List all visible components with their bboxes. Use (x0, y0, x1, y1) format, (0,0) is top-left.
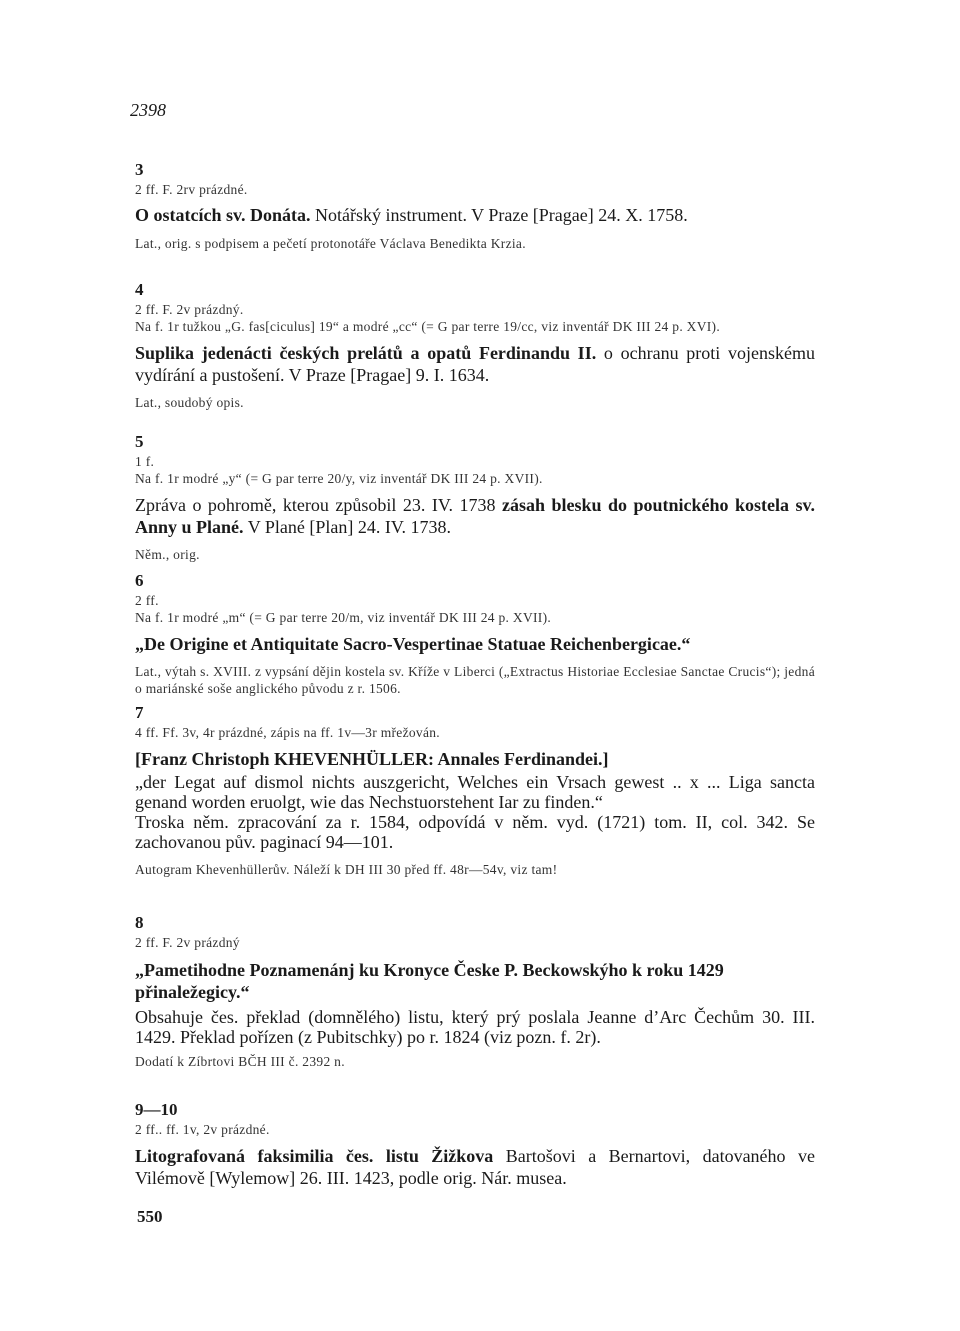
entry-folio-note: Na f. 1r modré „m“ (= G par terre 20/m, viz inventář DK III 24 p. XVII). (135, 610, 552, 625)
entry-title-bold: [Franz Christoph KHEVENHÜLLER: Annales Ferdinandei.] (135, 749, 609, 769)
entry-folio-note: Na f. 1r modré „y“ (= G par terre 20/y, viz inventář DK III 24 p. XVII). (135, 471, 543, 486)
entry-note: Lat., orig. s podpisem a pečetí protonotáře Václava Benedikta Krzia. (135, 236, 526, 251)
entry-quote: „der Legat auf dismol nichts auszgericht, Welches ein Vrsach gewest .. x ... Liga sancta genand worden eruolgt, wie das Nechstuorstehent Iar zu finden.“ (135, 772, 815, 812)
entry-title-bold: zásah blesku do poutnického kostela sv. Anny u Plané. (135, 495, 815, 537)
entry-title (135, 494, 815, 538)
entry-folio: 2 ff.. ff. 1v, 2v prázdné. (135, 1122, 270, 1137)
entry-number: 6 (135, 571, 144, 590)
entry-number: 4 (135, 280, 144, 299)
entry-title-pre: Zpráva o pohromě, kterou způsobil 23. IV. 1738 (135, 495, 502, 515)
entry-title (135, 748, 815, 770)
entry-title-rest: Notářský instrument. V Praze [Pragae] 24. X. 1758. (310, 205, 688, 225)
entry-number: 8 (135, 913, 144, 932)
entry-number: 5 (135, 432, 144, 451)
entry-3 (135, 160, 815, 252)
entry-9-10 (135, 1100, 815, 1189)
entry-title (135, 633, 815, 655)
entry-title-rest: o ochranu proti vojenskému vydírání a pustošení. V Praze [Pragae] 9. I. 1634. (135, 343, 815, 385)
entry-folio: 1 f. (135, 454, 155, 469)
entry-folio: 2 ff. F. 2rv prázdné. (135, 182, 248, 197)
entry-title (135, 959, 815, 1003)
entry-body: Obsahuje čes. překlad (domnělého) listu, který prý poslala Jeanne d’Arc Čechům 30. III. 1429. Překlad pořízen (z Pubitschky) po r. 1824 (viz pozn. f. 2r). (135, 1007, 815, 1047)
entry-title (135, 1145, 815, 1189)
entry-8 (135, 913, 815, 1070)
page-footer-number: 550 (137, 1207, 163, 1226)
entry-4 (135, 280, 815, 411)
entry-title (135, 204, 815, 226)
entry-title (135, 342, 815, 386)
entry-note: Lat., výtah s. XVIII. z vypsání dějin kostela sv. Kříže v Liberci („Extractus Historiae Ecclesiae Sanctae Crucis“); jedná o mariánské soše anglického původu z r. 1506. (135, 664, 815, 696)
entry-note: Něm., orig. (135, 547, 200, 562)
entry-title-bold: „De Origine et Antiquitate Sacro-Vespertinae Statuae Reichenbergicae.“ (135, 634, 691, 654)
entry-number: 3 (135, 160, 144, 179)
entry-5 (135, 432, 815, 563)
entry-title-bold: „Pametihodne Poznamenánj ku Kronyce Česke P. Beckowskýho k roku 1429 přinaležegicy.“ (135, 960, 724, 1002)
entry-folio: 4 ff. Ff. 3v, 4r prázdné, zápis na ff. 1v—3r mřežován. (135, 725, 440, 740)
entry-note: Dodatí k Zíbrtovi BČH III č. 2392 n. (135, 1054, 345, 1069)
entry-title-bold: Suplika jedenácti českých prelátů a opatů Ferdinandu II. (135, 343, 597, 363)
entry-7 (135, 703, 815, 878)
entry-6 (135, 571, 815, 697)
entry-number: 9—10 (135, 1100, 178, 1119)
entry-folio: 2 ff. F. 2v prázdný (135, 935, 240, 950)
entry-title-rest: V Plané [Plan] 24. IV. 1738. (243, 517, 452, 537)
entry-folio: 2 ff. F. 2v prázdný. (135, 302, 244, 317)
entry-title-rest: Bartošovi a Bernartovi, datovaného ve Vilémově [Wylemow] 26. III. 1423, podle orig. Nár. musea. (135, 1146, 815, 1188)
page-header-number: 2398 (130, 100, 166, 120)
entry-title-bold: Litografovaná faksimilia čes. listu Žižkova (135, 1146, 494, 1166)
entry-folio-note: Na f. 1r tužkou „G. fas[ciculus] 19“ a modré „cc“ (= G par terre 19/cc, viz inventář DK III 24 p. XVI). (135, 319, 721, 334)
entry-folio: 2 ff. (135, 593, 159, 608)
entry-number: 7 (135, 703, 144, 722)
entry-note: Autogram Khevenhüllerův. Náleží k DH III 30 před ff. 48r—54v, viz tam! (135, 862, 558, 877)
entry-note: Lat., soudobý opis. (135, 395, 244, 410)
entry-body: Troska něm. zpracování za r. 1584, odpovídá v něm. vyd. (1721) tom. II, col. 342. Se zachovanou pův. paginací 94—101. (135, 812, 815, 852)
entry-title-bold: O ostatcích sv. Donáta. (135, 205, 311, 225)
